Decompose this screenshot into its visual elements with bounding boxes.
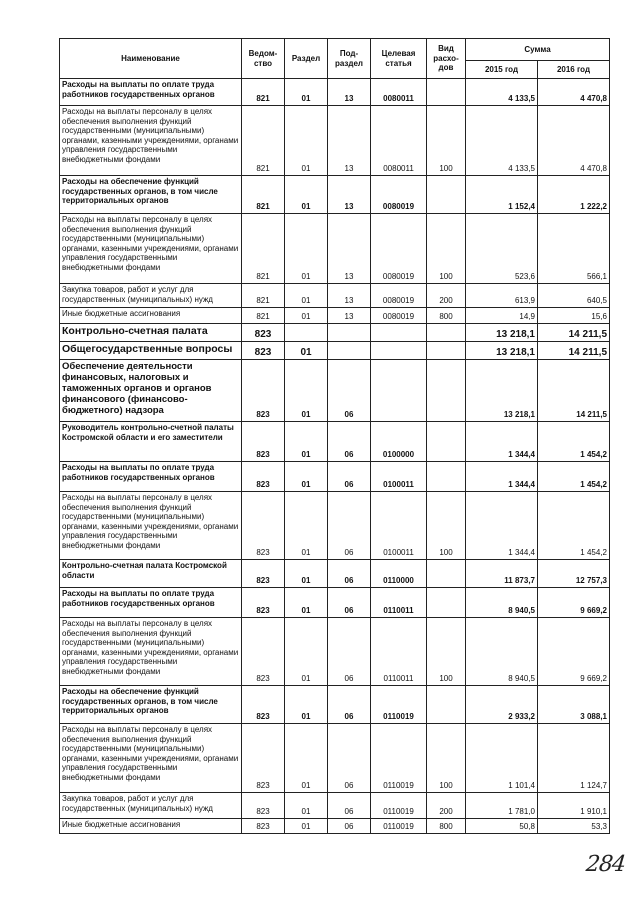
row-sum-2016: 14 211,5 — [538, 324, 610, 342]
row-sum-2016: 1 124,7 — [538, 724, 610, 793]
row-exptype — [427, 176, 466, 214]
table-row — [60, 793, 610, 819]
row-target: 0110019 — [371, 724, 427, 793]
row-name: Расходы на выплаты персоналу в целях обеспечения выполнения функций государственными (муниципальными) органами, казенными учреждениями, органами управления государственными внебюджетными фондами — [60, 106, 242, 176]
row-sum-2015: 523,6 — [466, 214, 538, 284]
row-name: Расходы на выплаты персоналу в целях обеспечения выполнения функций государственными (муниципальными) органами, казенными учреждениями, органами управления государственными внебюджетными фондами — [60, 724, 242, 793]
row-name: Расходы на выплаты персоналу в целях обеспечения выполнения функций государственными (муниципальными) органами, казенными учреждениями, органами управления государственными внебюджетными фондами — [60, 492, 242, 560]
row-section: 01 — [285, 560, 328, 588]
row-section: 01 — [285, 618, 328, 686]
row-name: Контрольно-счетная палата Костромской области — [60, 560, 242, 588]
row-sum-2015: 11 873,7 — [466, 560, 538, 588]
row-sum-2016: 1 222,2 — [538, 176, 610, 214]
row-subsection: 06 — [328, 724, 371, 793]
row-target: 0100011 — [371, 462, 427, 492]
row-subsection: 13 — [328, 176, 371, 214]
row-sum-2015: 1 101,4 — [466, 724, 538, 793]
row-subsection: 06 — [328, 492, 371, 560]
row-subsection: 06 — [328, 360, 371, 422]
row-dept: 821 — [242, 214, 285, 284]
row-dept: 823 — [242, 324, 285, 342]
row-subsection: 06 — [328, 686, 371, 724]
table-row — [60, 308, 610, 324]
row-dept: 823 — [242, 793, 285, 819]
table-row — [60, 106, 610, 176]
header-subsection: Под-раздел — [328, 39, 371, 79]
table-row — [60, 360, 610, 422]
row-target: 0080019 — [371, 214, 427, 284]
row-sum-2016: 1 454,2 — [538, 422, 610, 462]
table-row — [60, 686, 610, 724]
row-sum-2016: 4 470,8 — [538, 79, 610, 106]
row-subsection: 13 — [328, 214, 371, 284]
row-dept: 823 — [242, 618, 285, 686]
row-sum-2015: 1 344,4 — [466, 492, 538, 560]
row-section: 01 — [285, 819, 328, 834]
row-section: 01 — [285, 79, 328, 106]
row-name: Расходы на выплаты персоналу в целях обеспечения выполнения функций государственными (муниципальными) органами, казенными учреждениями, органами управления государственными внебюджетными фондами — [60, 618, 242, 686]
header-2015: 2015 год — [466, 61, 538, 79]
row-section: 01 — [285, 462, 328, 492]
row-sum-2016: 1 910,1 — [538, 793, 610, 819]
row-dept: 821 — [242, 176, 285, 214]
row-subsection: 06 — [328, 422, 371, 462]
row-sum-2015: 13 218,1 — [466, 360, 538, 422]
row-exptype: 100 — [427, 214, 466, 284]
row-target: 0080011 — [371, 106, 427, 176]
row-sum-2015: 2 933,2 — [466, 686, 538, 724]
row-sum-2015: 613,9 — [466, 284, 538, 308]
row-section — [285, 324, 328, 342]
row-sum-2016: 15,6 — [538, 308, 610, 324]
row-section: 01 — [285, 106, 328, 176]
row-subsection: 06 — [328, 793, 371, 819]
row-sum-2016: 566,1 — [538, 214, 610, 284]
budget-table — [59, 38, 610, 834]
row-exptype — [427, 342, 466, 360]
row-dept: 821 — [242, 106, 285, 176]
row-dept: 821 — [242, 79, 285, 106]
row-exptype — [427, 324, 466, 342]
row-sum-2016: 14 211,5 — [538, 360, 610, 422]
row-target — [371, 324, 427, 342]
row-target: 0080019 — [371, 176, 427, 214]
row-exptype: 200 — [427, 284, 466, 308]
row-subsection: 13 — [328, 106, 371, 176]
row-dept: 821 — [242, 284, 285, 308]
header-dept: Ведом-ство — [242, 39, 285, 79]
row-sum-2015: 1 152,4 — [466, 176, 538, 214]
row-sum-2015: 14,9 — [466, 308, 538, 324]
row-dept: 823 — [242, 462, 285, 492]
row-sum-2016: 12 757,3 — [538, 560, 610, 588]
row-sum-2015: 8 940,5 — [466, 618, 538, 686]
row-name: Расходы на обеспечение функций государственных органов, в том числе территориальных органов — [60, 176, 242, 214]
row-subsection: 06 — [328, 588, 371, 618]
row-target: 0110011 — [371, 588, 427, 618]
row-target: 0110011 — [371, 618, 427, 686]
row-exptype: 200 — [427, 793, 466, 819]
row-dept: 823 — [242, 360, 285, 422]
table-row — [60, 79, 610, 106]
row-target: 0080019 — [371, 284, 427, 308]
row-name: Общегосударственные вопросы — [60, 342, 242, 360]
row-name: Контрольно-счетная палата — [60, 324, 242, 342]
row-sum-2015: 50,8 — [466, 819, 538, 834]
row-sum-2016: 9 669,2 — [538, 618, 610, 686]
row-subsection: 13 — [328, 284, 371, 308]
row-dept: 823 — [242, 342, 285, 360]
row-target: 0100000 — [371, 422, 427, 462]
row-sum-2015: 4 133,5 — [466, 106, 538, 176]
row-section: 01 — [285, 360, 328, 422]
row-section: 01 — [285, 422, 328, 462]
row-name: Обеспечение деятельности финансовых, налоговых и таможенных органов и органов финансового (финансово-бюджетного) надзора — [60, 360, 242, 422]
row-dept: 823 — [242, 560, 285, 588]
row-dept: 823 — [242, 686, 285, 724]
row-name: Иные бюджетные ассигнования — [60, 819, 242, 834]
row-target: 0110019 — [371, 819, 427, 834]
row-exptype: 100 — [427, 106, 466, 176]
row-exptype — [427, 79, 466, 106]
row-dept: 823 — [242, 724, 285, 793]
row-sum-2015: 1 781,0 — [466, 793, 538, 819]
row-section: 01 — [285, 724, 328, 793]
row-subsection — [328, 342, 371, 360]
row-name: Расходы на выплаты по оплате труда работников государственных органов — [60, 462, 242, 492]
row-exptype — [427, 560, 466, 588]
row-dept: 821 — [242, 308, 285, 324]
header-exptype: Вид расхо-дов — [427, 39, 466, 79]
row-sum-2016: 53,3 — [538, 819, 610, 834]
row-section: 01 — [285, 588, 328, 618]
row-exptype: 100 — [427, 618, 466, 686]
table-row — [60, 618, 610, 686]
row-dept: 823 — [242, 422, 285, 462]
row-subsection: 06 — [328, 819, 371, 834]
header-section: Раздел — [285, 39, 328, 79]
row-name: Расходы на выплаты персоналу в целях обеспечения выполнения функций государственными (муниципальными) органами, казенными учреждениями, органами управления государственными внебюджетными фондами — [60, 214, 242, 284]
row-exptype — [427, 360, 466, 422]
table-row — [60, 214, 610, 284]
row-dept: 823 — [242, 819, 285, 834]
row-exptype: 800 — [427, 308, 466, 324]
row-target — [371, 342, 427, 360]
row-target: 0080011 — [371, 79, 427, 106]
row-name: Закупка товаров, работ и услуг для государственных (муниципальных) нужд — [60, 793, 242, 819]
table-row — [60, 724, 610, 793]
row-sum-2015: 13 218,1 — [466, 342, 538, 360]
table-row — [60, 560, 610, 588]
row-sum-2015: 1 344,4 — [466, 422, 538, 462]
row-exptype: 100 — [427, 724, 466, 793]
row-exptype: 100 — [427, 492, 466, 560]
row-section: 01 — [285, 686, 328, 724]
table-row — [60, 324, 610, 342]
row-name: Руководитель контрольно-счетной палаты Костромской области и его заместители — [60, 422, 242, 462]
row-subsection: 06 — [328, 462, 371, 492]
row-name: Иные бюджетные ассигнования — [60, 308, 242, 324]
row-target: 0110019 — [371, 686, 427, 724]
row-target: 0110000 — [371, 560, 427, 588]
row-exptype — [427, 686, 466, 724]
row-name: Расходы на выплаты по оплате труда работников государственных органов — [60, 588, 242, 618]
row-sum-2015: 4 133,5 — [466, 79, 538, 106]
row-subsection — [328, 324, 371, 342]
row-subsection: 13 — [328, 79, 371, 106]
row-exptype: 800 — [427, 819, 466, 834]
row-sum-2016: 14 211,5 — [538, 342, 610, 360]
table-row — [60, 588, 610, 618]
row-sum-2015: 13 218,1 — [466, 324, 538, 342]
table-row — [60, 176, 610, 214]
page-number: 284 — [584, 852, 627, 877]
table-row — [60, 492, 610, 560]
row-dept: 823 — [242, 492, 285, 560]
row-sum-2016: 1 454,2 — [538, 462, 610, 492]
table-row — [60, 819, 610, 834]
row-section: 01 — [285, 308, 328, 324]
row-subsection: 06 — [328, 618, 371, 686]
header-target: Целевая статья — [371, 39, 427, 79]
row-subsection: 13 — [328, 308, 371, 324]
table-row — [60, 284, 610, 308]
row-sum-2016: 9 669,2 — [538, 588, 610, 618]
row-exptype — [427, 462, 466, 492]
row-exptype — [427, 588, 466, 618]
row-target: 0080019 — [371, 308, 427, 324]
header-name: Наименование — [60, 39, 242, 79]
row-exptype — [427, 422, 466, 462]
table-row — [60, 462, 610, 492]
row-target: 0110019 — [371, 793, 427, 819]
row-section: 01 — [285, 793, 328, 819]
row-target: 0100011 — [371, 492, 427, 560]
row-sum-2016: 3 088,1 — [538, 686, 610, 724]
row-section: 01 — [285, 284, 328, 308]
row-section: 01 — [285, 176, 328, 214]
row-subsection: 06 — [328, 560, 371, 588]
row-sum-2016: 1 454,2 — [538, 492, 610, 560]
row-section: 01 — [285, 342, 328, 360]
row-name: Расходы на обеспечение функций государственных органов, в том числе территориальных органов — [60, 686, 242, 724]
row-target — [371, 360, 427, 422]
header-2016: 2016 год — [538, 61, 610, 79]
row-sum-2016: 4 470,8 — [538, 106, 610, 176]
row-section: 01 — [285, 492, 328, 560]
row-name: Расходы на выплаты по оплате труда работников государственных органов — [60, 79, 242, 106]
row-sum-2015: 8 940,5 — [466, 588, 538, 618]
row-sum-2015: 1 344,4 — [466, 462, 538, 492]
header-sum: Сумма — [466, 39, 610, 61]
row-sum-2016: 640,5 — [538, 284, 610, 308]
table-row — [60, 422, 610, 462]
row-name: Закупка товаров, работ и услуг для государственных (муниципальных) нужд — [60, 284, 242, 308]
table-row — [60, 342, 610, 360]
row-section: 01 — [285, 214, 328, 284]
row-dept: 823 — [242, 588, 285, 618]
